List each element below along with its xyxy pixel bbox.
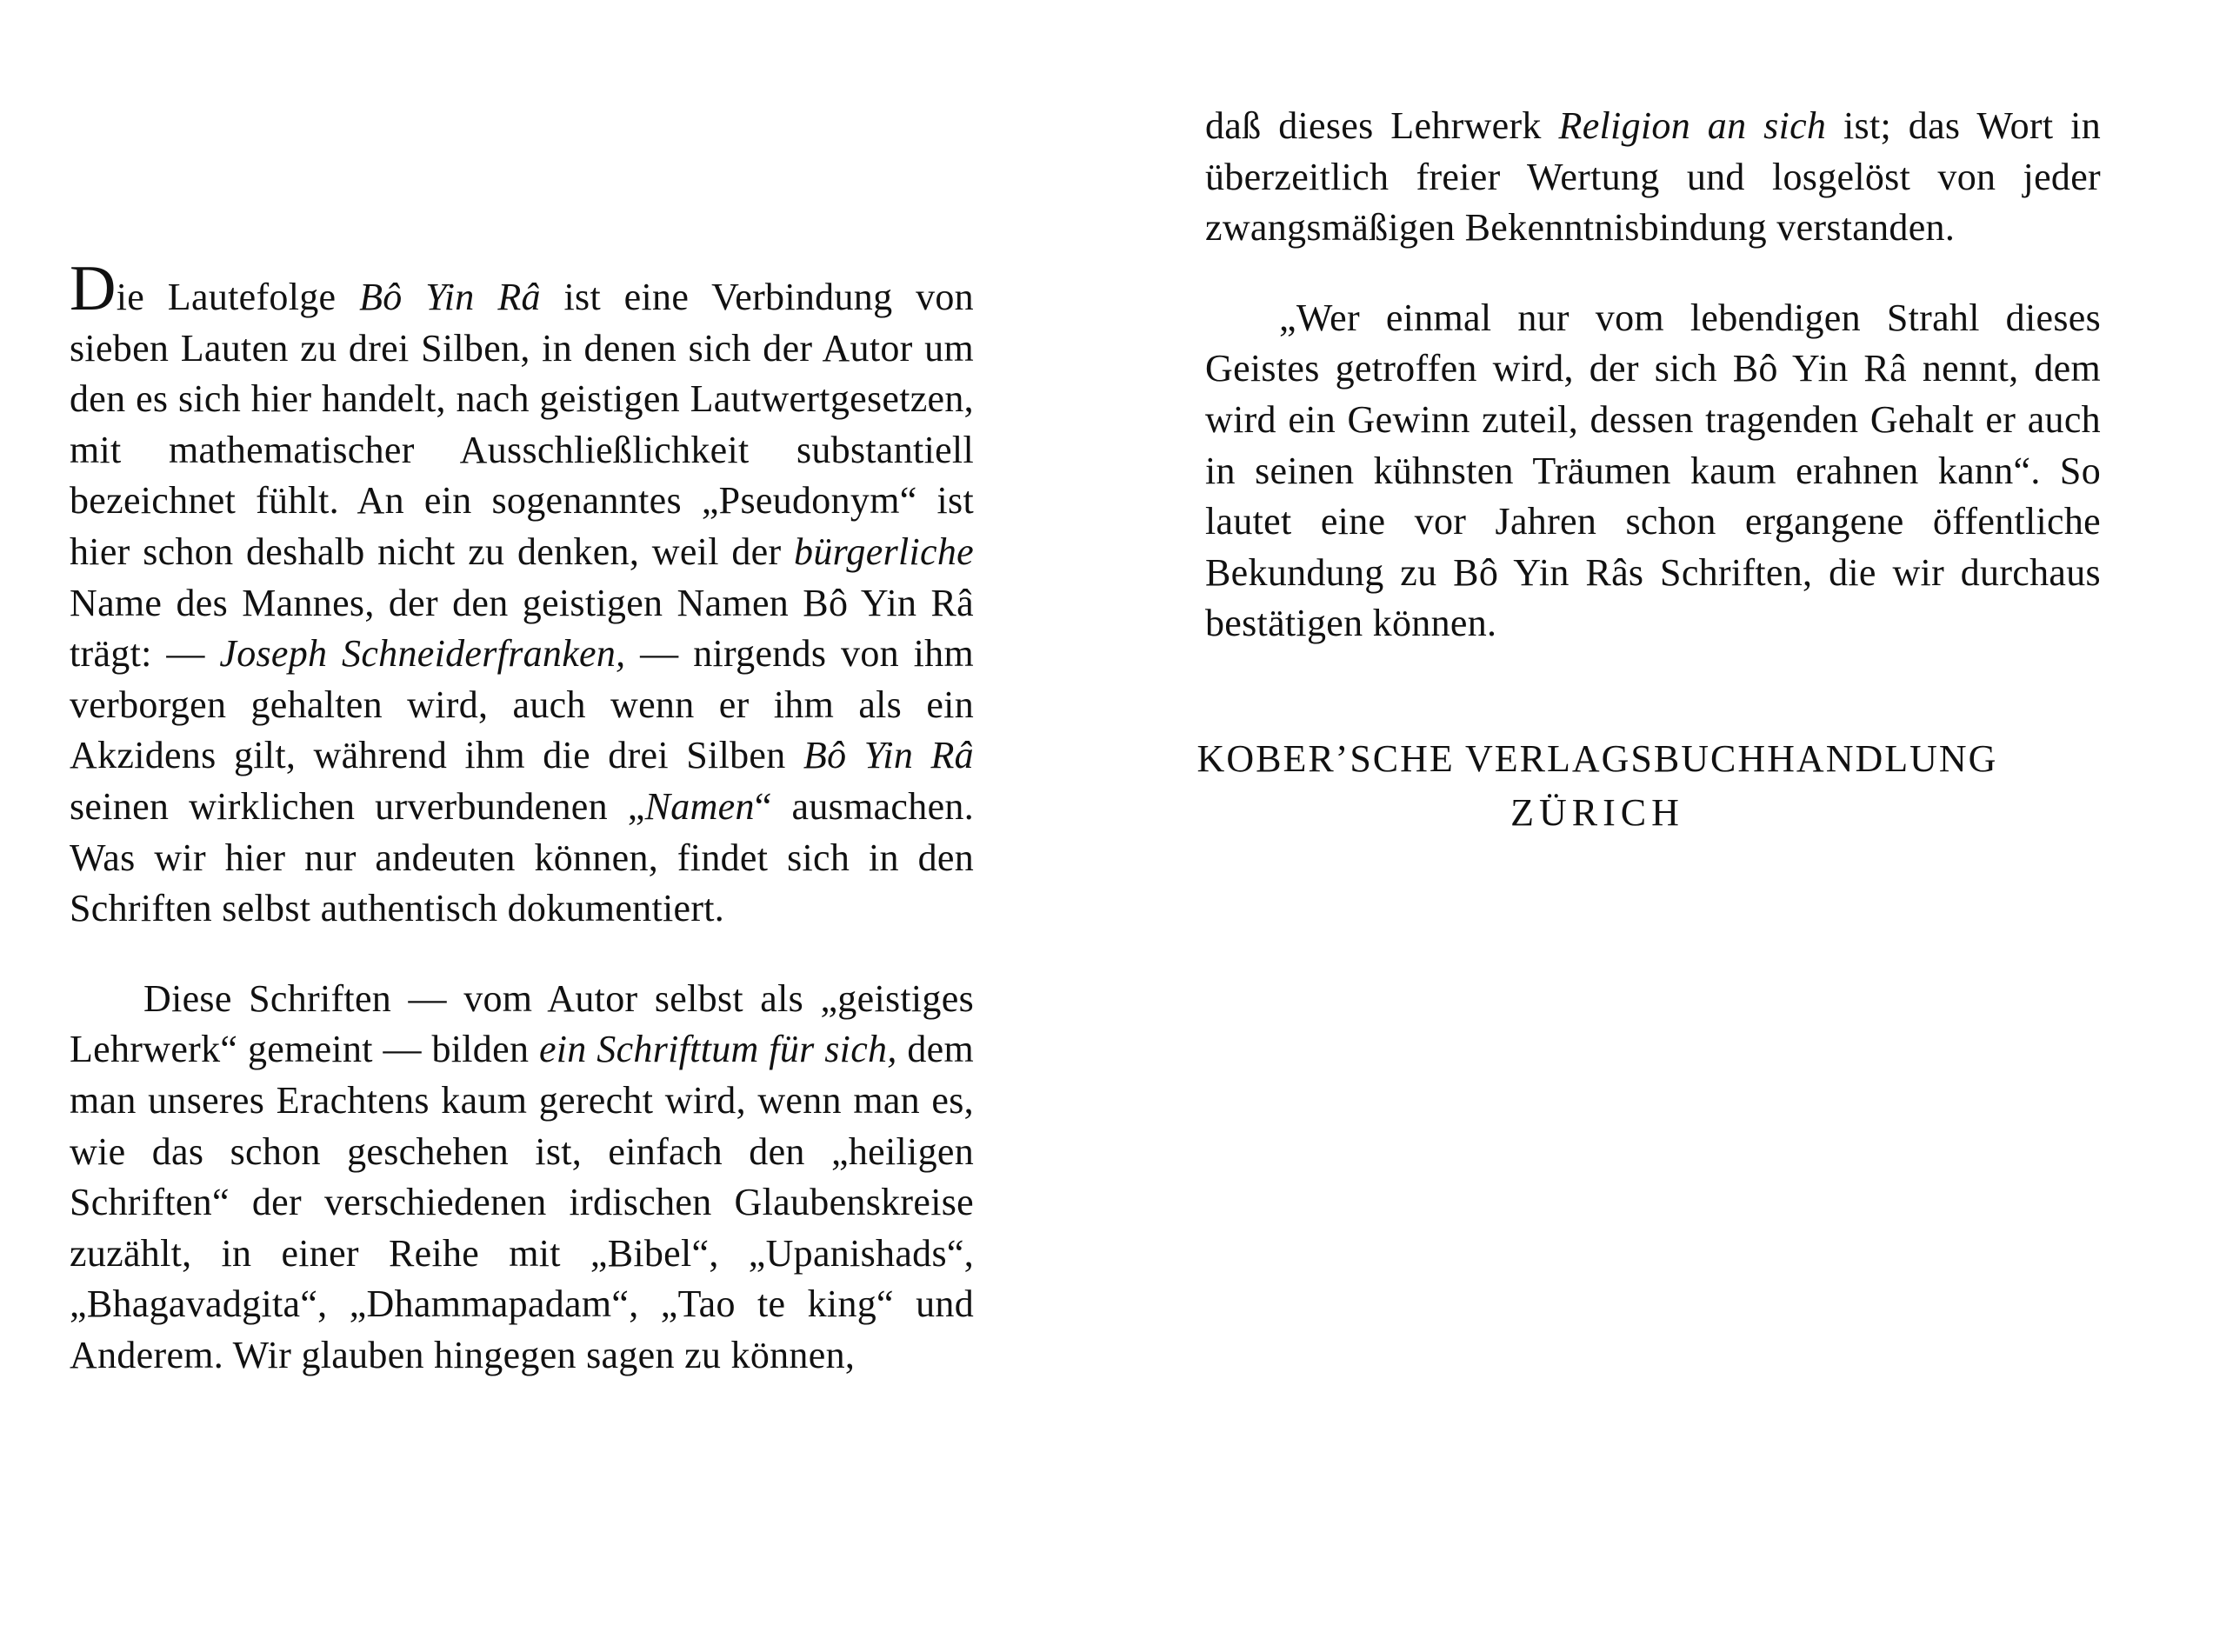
publisher-name: KOBER’SCHE VERLAGSBUCHHANDLUNG [1196, 737, 1998, 780]
text-run: seinen wirklichen urverbundenen „ [70, 784, 645, 828]
right-text-column [1205, 101, 2101, 649]
text-run: “ ausmachen. Was wir hier nur andeuten können, findet sich in den Schriften selbst authentisch dokumentiert. [70, 784, 974, 930]
drop-cap: D [70, 253, 117, 324]
text-run: dem man unseres Erachtens kaum gerecht wird, wenn man es, wie das schon geschehen ist, einfach den „heiligen Schriften“ der verschiedenen irdischen Glaubenskreise zuzählt, in einer Reihe mit „Bibel“, „Upanishads“, „Bhagavadgita“, „Dhammapadam“, „Tao te king“ und Anderem. Wir glauben hingegen sagen zu können, [70, 1028, 974, 1376]
text-run: Diese Schriften — vom Autor selbst als „geistiges Lehrwerk“ gemeint — bilden [70, 976, 974, 1071]
publisher-imprint [1113, 732, 2082, 840]
text-run: ie Lautefolge [116, 276, 360, 318]
text-run: ist eine Verbindung von sieben Lauten zu drei Silben, in denen sich der Autor um den es sich hier handelt, nach geistigen Lautwertgesetzen, mit mathematischer Ausschließlichkeit substantiell bezeichnet fühlt. An ein sogenanntes „Pseudonym“ ist hier schon deshalb nicht zu denken, weil der [70, 276, 974, 573]
italic-run: Namen [644, 784, 755, 828]
text-run: Name des Mannes, der den geistigen Namen Bô Yin Râ trägt: — [70, 581, 974, 676]
publisher-city: ZÜRICH [1510, 791, 1684, 834]
text-run: daß dieses Lehrwerk [1205, 104, 1559, 147]
italic-run: ein Schrifttum für sich, [538, 1028, 897, 1071]
left-text-column [70, 253, 974, 1381]
italic-run: Bô Yin Râ [359, 276, 541, 318]
left-paragraph-2 [70, 974, 974, 1382]
left-paragraph-1 [70, 253, 974, 935]
text-run: ist; das Wort in überzeitlich freier Wertung und losgelöst von jeder zwangsmäßigen Bekenntnisbindung verstanden. [1205, 104, 2101, 250]
italic-run: Bô Yin Râ [803, 734, 974, 777]
italic-run: bürgerliche [794, 530, 974, 573]
text-run: „Wer einmal nur vom lebendigen Strahl dieses Geistes getroffen wird, der sich Bô Yin Râ nennt, dem wird ein Gewinn zuteil, dessen tragenden Gehalt er auch in seinen kühnsten Träumen kaum erahnen kann“. So lautet eine vor Jahren schon ergangene öffentliche Bekundung zu Bô Yin Râs Schriften, die wir durchaus bestätigen können. [1205, 296, 2101, 645]
italic-run: Joseph Schneiderfranken, [219, 632, 626, 676]
right-page [1113, 0, 2226, 1652]
italic-run: Religion an sich [1558, 104, 1827, 147]
right-paragraph-2 [1205, 293, 2101, 649]
text-run: — nirgends von ihm verborgen gehalten wird, auch wenn er ihm als ein Akzidens gilt, während ihm die drei Silben [70, 632, 974, 777]
right-paragraph-1 [1205, 101, 2101, 254]
